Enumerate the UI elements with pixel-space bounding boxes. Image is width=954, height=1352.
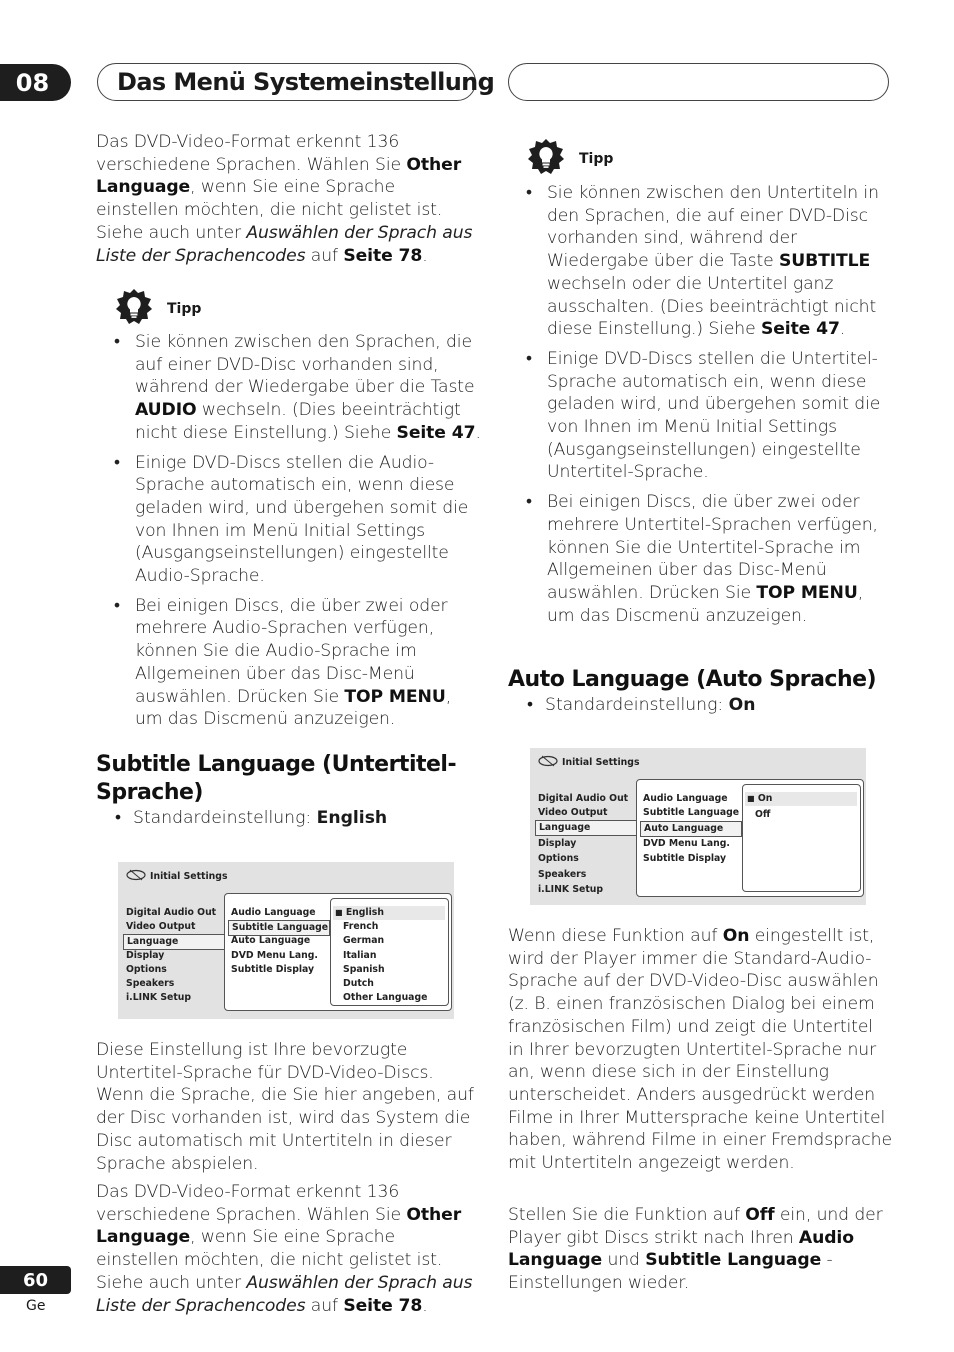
chapter-badge <box>0 64 71 101</box>
option-item-selected[interactable]: ■ English <box>333 906 445 920</box>
option-item[interactable]: Off <box>755 809 771 820</box>
menu-item-selected[interactable]: Language <box>123 934 225 950</box>
screen-title: Initial Settings <box>126 869 227 884</box>
option-item[interactable]: Spanish <box>343 964 385 975</box>
menu-item[interactable]: Display <box>126 950 165 961</box>
option-item[interactable]: Italian <box>343 950 377 961</box>
submenu-item-selected[interactable]: Auto Language <box>640 821 742 837</box>
page-title: Das Menü Systemeinstellung <box>117 68 495 96</box>
menu-item[interactable]: Digital Audio Out <box>126 907 217 918</box>
list-item: • Bei einigen Discs, die über zwei oder mehrere Audio-Sprachen verfügen, können Sie die Audio-Sprache im Allgemeinen über das Disc-Menü auswählen. Drücken Sie TOP MENU, um das Discmenü anzuzeigen. <box>96 595 482 731</box>
disc-icon <box>538 755 558 770</box>
menu-item[interactable]: Options <box>538 853 579 864</box>
menu-item[interactable]: Video Output <box>126 921 196 932</box>
submenu-item[interactable]: Subtitle Language <box>643 807 740 818</box>
left-tip-list <box>96 331 482 738</box>
submenu-item[interactable]: Audio Language <box>231 907 316 918</box>
tip-header <box>115 288 201 330</box>
menu-item[interactable]: Video Output <box>538 807 608 818</box>
intro-paragraph: Das DVD-Video-Format erkennt 136 verschiedene Sprachen. Wählen Sie Other Language, wenn Sie eine Sprache einstellen möchten, die nicht gelistet ist. Siehe auch unter Auswählen der Sprach aus Liste der Sprachencodes auf Seite 78. <box>96 132 473 266</box>
option-item[interactable]: French <box>343 921 379 932</box>
subtitle-language-heading: Subtitle Language (Untertitel-Sprache) <box>96 752 457 805</box>
list-item: • Bei einigen Discs, die über zwei oder mehrere Untertitel-Sprachen verfügen, können Sie die Untertitel-Sprache im Allgemeinen über das Disc-Menü auswählen. Drücken Sie TOP MENU, um das Discmenü anzuzeigen. <box>508 491 892 627</box>
lightbulb-icon <box>115 288 153 330</box>
tip-label: Tipp <box>579 151 614 167</box>
submenu-item[interactable]: DVD Menu Lang. <box>643 838 730 849</box>
option-item[interactable]: Other Language <box>343 992 428 1003</box>
settings-screen <box>118 862 454 1019</box>
submenu-item[interactable]: Subtitle Display <box>643 853 727 864</box>
language-note-paragraph: Das DVD-Video-Format erkennt 136 verschiedene Sprachen. Wählen Sie Other Language, wenn Sie eine Sprache einstellen möchten, die nicht gelistet ist. Siehe auch unter Auswählen der Sprach aus Liste der Sprachencodes auf Seite 78. <box>96 1182 473 1316</box>
chapter-number: 08 <box>15 68 50 97</box>
list-item: • Einige DVD-Discs stellen die Untertitel-Sprache automatisch ein, wenn diese geladen wird, und übergehen somit die von Ihnen im Menü Initial Settings (Ausgangseinstellungen) eingestellte Untertitel-Sprache. <box>508 348 892 484</box>
tip-header-right <box>527 138 613 180</box>
lightbulb-icon <box>527 138 565 180</box>
menu-item[interactable]: Speakers <box>538 869 587 880</box>
default-setting: • Standardeinstellung: English <box>115 808 388 828</box>
auto-language-description: Wenn diese Funktion auf On eingestellt ist, wird der Player immer die Standard-Audio-Sprache auf der DVD-Video-Disc auswählen (z. B. einen französischen Dialog bei einem französischen Film) und zeigt die Untertitel in Ihrer bevorzugten Untertitel-Sprache nur an, wenn diese sich in der Einstellung unterscheidet. Anders ausgedrückt werden Filme in Ihrer Muttersprache keine Untertitel haben, während Filme in einer Fremdsprache mit Untertiteln angezeigt werden. <box>508 926 892 1174</box>
right-tip-list <box>508 182 892 634</box>
menu-item[interactable]: i.LINK Setup <box>538 884 604 895</box>
option-item-selected[interactable]: ■ On <box>745 792 857 806</box>
settings-screen <box>530 748 866 905</box>
auto-language-heading: Auto Language (Auto Sprache) <box>508 667 877 692</box>
submenu-item[interactable]: Audio Language <box>643 793 728 804</box>
submenu-item[interactable]: Subtitle Display <box>231 964 315 975</box>
menu-item[interactable]: Options <box>126 964 167 975</box>
menu-item[interactable]: i.LINK Setup <box>126 992 192 1003</box>
menu-item[interactable]: Display <box>538 838 577 849</box>
default-setting: • Standardeinstellung: On <box>527 695 756 715</box>
submenu-item[interactable]: DVD Menu Lang. <box>231 950 318 961</box>
disc-icon <box>126 869 146 884</box>
menu-item[interactable]: Speakers <box>126 978 175 989</box>
list-item: • Einige DVD-Discs stellen die Audio-Sprache automatisch ein, wenn diese geladen wird, und übergehen somit die von Ihnen im Menü Initial Settings (Ausgangseinstellungen) eingestellte Audio-Sprache. <box>96 452 482 588</box>
option-item[interactable]: German <box>343 935 385 946</box>
list-item: • Sie können zwischen den Untertiteln in den Sprachen, die auf einer DVD-Disc vorhanden sind, während der Wiedergabe über die Taste SUBTITLE wechseln oder die Untertitel ganz ausschalten. (Dies beeinträchtigt nicht diese Einstellung.) Siehe Seite 47. <box>508 182 892 341</box>
list-item: • Sie können zwischen den Sprachen, die auf einer DVD-Disc vorhanden sind, während der Wiedergabe über die Taste AUDIO wechseln. (Dies beeinträchtigt nicht diese Einstellung.) Siehe Seite 47. <box>96 331 482 445</box>
page-number: 60 <box>0 1266 71 1294</box>
menu-item[interactable]: Digital Audio Out <box>538 793 629 804</box>
title-frame-right <box>508 63 889 101</box>
auto-language-off-note: Stellen Sie die Funktion auf Off ein, und der Player gibt Discs strikt nach Ihren Audio Language und Subtitle Language - Einstellungen wieder. <box>508 1205 883 1294</box>
subtitle-description: Diese Einstellung ist Ihre bevorzugte Untertitel-Sprache für DVD-Video-Discs. Wenn die Sprache, die Sie hier angeben, auf der Disc vorhanden ist, wird das System die Disc automatisch mit Untertiteln in dieser Sprache abspielen. <box>96 1040 474 1174</box>
page-language: Ge <box>26 1298 46 1314</box>
submenu-item-selected[interactable]: Subtitle Language <box>228 920 330 936</box>
screen-title: Initial Settings <box>538 755 639 770</box>
option-item[interactable]: Dutch <box>343 978 374 989</box>
submenu-item[interactable]: Auto Language <box>231 935 311 946</box>
menu-item-selected[interactable]: Language <box>535 820 637 836</box>
tip-label: Tipp <box>167 301 202 317</box>
